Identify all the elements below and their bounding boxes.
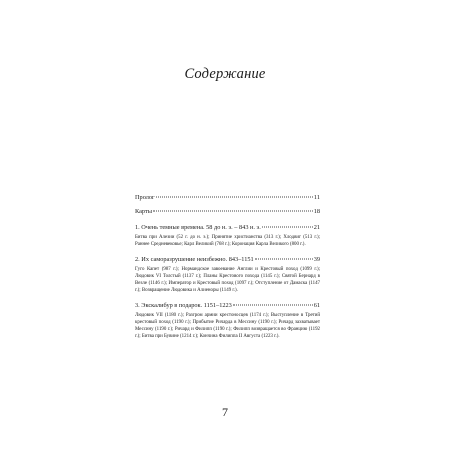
toc-entry-page: 11: [313, 194, 320, 201]
toc-chapter-title: 1. Очень темные времена. 58 до н. э. – 843 н. э.: [135, 224, 261, 232]
dot-leader: [153, 210, 313, 211]
page-title: Содержание: [184, 66, 266, 82]
toc-chapter-description: Людовик VII (1180 г.); Разгром армии крестоносцев (1174 г.); Выступление в Третий крестовый поход (1190 г.); Прибытие Ричарда в Мессину (1190 г.); Ричард захватывает Мессину (1190 г.); Ричард и Филипп (1190 г.); Филипп возвращается во Францию (1192 г.); Битва при Бувине (1214 г.); Кончина Филиппа II Августа (1223 г.).: [135, 312, 320, 339]
toc-chapter-title: 2. Их саморазрушение неизбежно. 843–1151: [135, 255, 254, 263]
page-number: 7: [222, 405, 228, 419]
toc-chapter-2[interactable]: [135, 256, 320, 265]
toc-chapter-page: 61: [313, 301, 320, 309]
toc-chapter-page: 39: [313, 255, 320, 263]
dot-leader: [262, 227, 313, 228]
table-of-contents: [135, 194, 320, 340]
dot-leader: [233, 304, 313, 305]
dot-leader: [255, 258, 313, 259]
toc-chapter-1[interactable]: [135, 224, 320, 233]
toc-entry-title: Карты: [135, 207, 152, 215]
toc-entry-maps[interactable]: [135, 208, 320, 217]
toc-chapter-page: 21: [313, 224, 320, 232]
toc-entry-title: Пролог: [135, 194, 155, 201]
toc-chapter-description: Битва при Алезии (52 г. до н. э.); Принятие христианства (313 г.); Хлодвиг (513 г.); Раннее Средневековье; Карл Великий (768 г.); Коронация Карла Великого (800 г.).: [135, 234, 320, 247]
toc-chapter-title: 3. Экскалибур в подарок. 1151–1223: [135, 301, 232, 309]
toc-entry-page: 18: [313, 207, 320, 215]
toc-chapter-description: Гуго Капет (987 г.); Нормандское завоевание Англии и Крестовый поход (1099 г.); Людовик VI Толстый (1137 г.); Планы Крестового похода (1145 г.); Святой Бернард в Везле (1146 г.); Император и Крестовый поход (1097 г.); Отступление от Дамаска (1147 г.); Возвращение Людовика и Алиеноры (1149 г.).: [135, 266, 320, 293]
dot-leader: [156, 197, 313, 198]
toc-entry-prologue[interactable]: [135, 194, 320, 203]
toc-chapter-3[interactable]: [135, 302, 320, 311]
